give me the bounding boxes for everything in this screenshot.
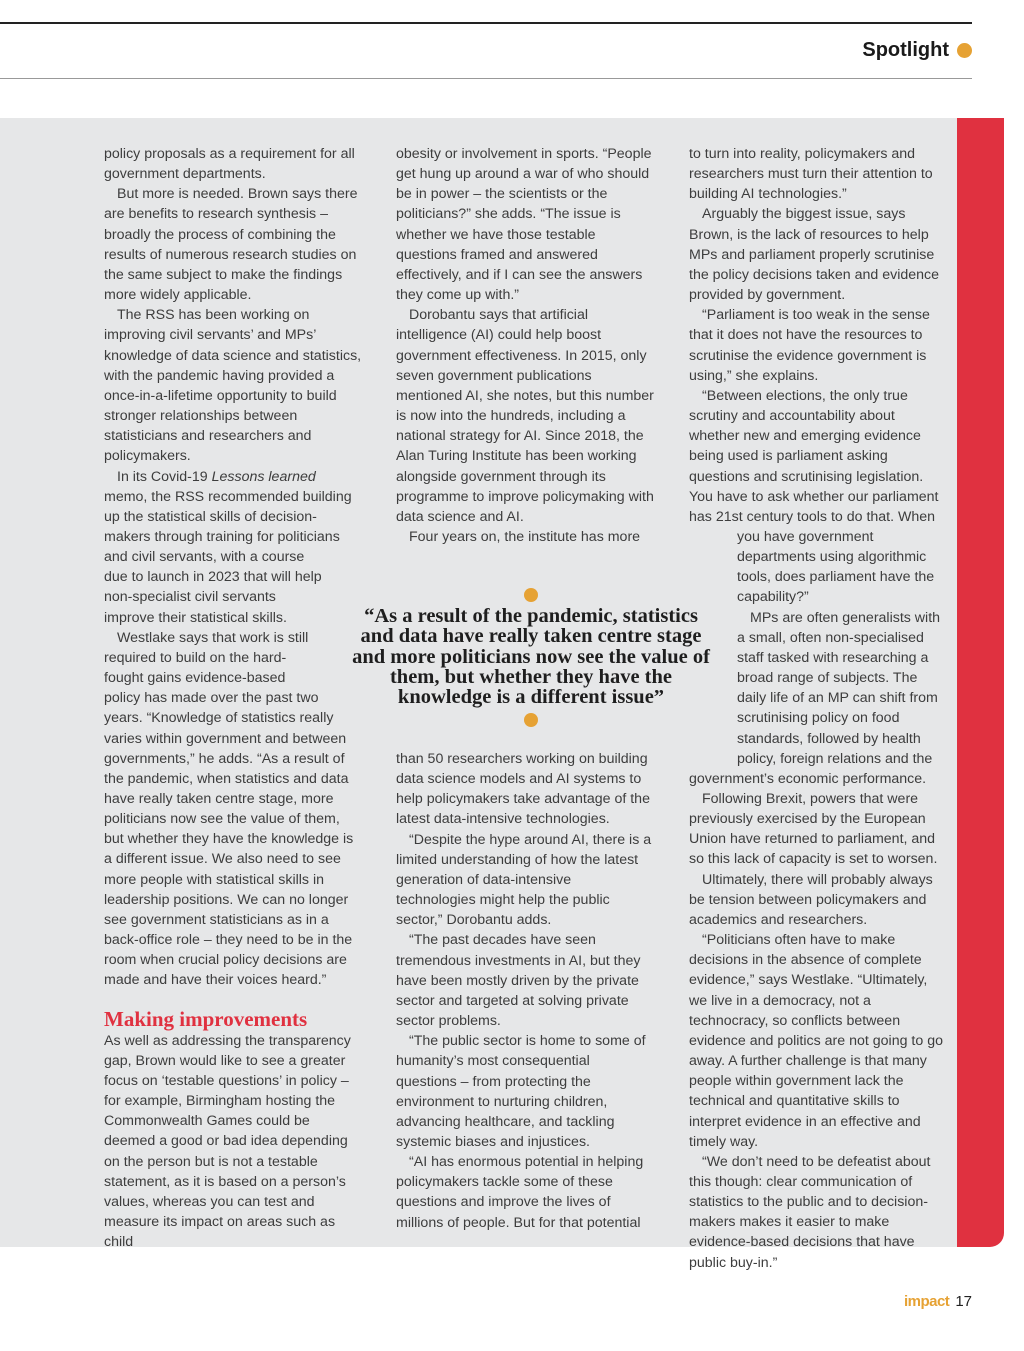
paragraph: obesity or involvement in sports. “People get hung up around a war of who should be in power – the scientists or the politicians?” she adds. “The issue is whether we have those testable questions framed and answered effectively, and if I can see the answers they come up with.” bbox=[396, 146, 652, 304]
paragraph: “The public sector is home to some of humanity’s most consequential questions – from protecting the environment to nurturing children, advancing healthcare, and tackling systemic biases and injustices. bbox=[396, 1033, 646, 1150]
paragraph: But more is needed. Brown says there are benefits to research synthesis – broadly the process of combining the results of numerous research studies on the same subject to make the findings more widely applicable. bbox=[104, 186, 358, 304]
article-column-1 bbox=[104, 144, 362, 1252]
paragraph: Arguably the biggest issue, says Brown, is the lack of resources to help MPs and parliament properly scrutinise the policy decisions taken and evidence provided by government. bbox=[689, 206, 940, 304]
dot-icon bbox=[524, 713, 538, 727]
paragraph: to turn into reality, policymakers and researchers must turn their attention to building AI technologies.” bbox=[689, 146, 933, 203]
section-label bbox=[862, 39, 972, 62]
article-column-3 bbox=[689, 144, 947, 1273]
page-footer bbox=[904, 1293, 972, 1310]
paragraph: Ultimately, there will probably always be tension between policymakers and academics and researchers. bbox=[689, 871, 933, 928]
memo-title: Lessons learned bbox=[211, 468, 316, 485]
paragraph: The RSS has been working on improving civil servants’ and MPs’ knowledge of data science and statistics, with the pandemic having provided a once-in-a-lifetime opportunity to build stronger relationships between statisticians and researchers and policymakers. bbox=[104, 307, 362, 465]
article-column-2-top bbox=[396, 144, 654, 547]
paragraph: Four years on, the institute has more bbox=[409, 528, 641, 545]
paragraph: Dorobantu says that artificial intelligence (AI) could help boost government effectiveness. In 2015, only seven government publications mentioned AI, she notes, but this number is now into the hundreds, including a national strategy for AI. Since 2018, the Alan Turing Institute has been working alongside government through its programme to improve policymaking with data science and AI. bbox=[396, 307, 654, 525]
paragraph: Westlake says that work is still required to build on the hard-fought gains evidence-based policy has made over the past two years. “Knowledge of statistics really varies within government and between governments,” he adds. “As a result of the pandemic, when statistics and data have really taken centre stage, more politicians now see the value of them, but whether they have the knowledge is a different issue. We also need to see more people with statistical skills in leadership positions. We can no longer see government statisticians as in a back-office role – they need to be in the room when crucial policy decisions are made and have their voices heard.” bbox=[104, 629, 354, 989]
header-rule bbox=[0, 78, 972, 79]
paragraph: “Between elections, the only true scrutiny and accountability about whether new and emerging evidence being used is parliament asking questions and scrutinising legislation. You have to ask whether our parliament has 21st century tools to do that. When you have government departments using algorithmic tools, does parliament have the capability?” bbox=[689, 387, 939, 606]
paragraph: policy proposals as a requirement for all government departments. bbox=[104, 146, 355, 183]
dot-icon bbox=[957, 43, 972, 58]
paragraph: MPs are often generalists with a small, often non-specialised staff tasked with researching a broad range of subjects. The daily life of an MP can shift from scrutinising policy on food standards, followed by health policy, foreign relations and the government’s economic performance. bbox=[689, 609, 941, 787]
top-rule bbox=[0, 22, 972, 24]
paragraph: “AI has enormous potential in helping policymakers tackle some of these questions and improve the lives of millions of people. But for that potential bbox=[396, 1154, 644, 1231]
dot-icon bbox=[524, 588, 538, 602]
paragraph: “Despite the hype around AI, there is a limited understanding of how the latest generation of data-intensive technologies might help the public sector,” Dorobantu adds. bbox=[396, 831, 652, 929]
paragraph: “We don’t need to be defeatist about this though: clear communication of statistics to the public and to decision-makers makes it easier to make evidence-based decisions that have public buy-in.” bbox=[689, 1153, 931, 1271]
text: In its Covid-19 bbox=[117, 468, 212, 485]
paragraph: Following Brexit, powers that were previously exercised by the European Union have returned to parliament, and so this lack of capacity is set to worsen. bbox=[689, 791, 938, 868]
paragraph: “Politicians often have to make decisions in the absence of complete evidence,” says Westlake. “Ultimately, we live in a democracy, not a technocracy, so conflicts between evidence and politics are not going to go away. A further challenge is that many people within government lack the technical and quantitative skills to interpret evidence in an effective and timely way. bbox=[689, 932, 943, 1150]
paragraph: “Parliament is too weak in the sense that it does not have the resources to scrutinise the evidence government is using,” she explains. bbox=[689, 307, 930, 384]
text: memo, the RSS recommended building up the statistical skills of decision-makers through training for politicians and civil servants, with a course due to launch in 2023 that will help non-specialist civil servants improve their statistical skills. bbox=[104, 488, 352, 626]
pull-quote bbox=[352, 588, 710, 727]
paragraph: than 50 researchers working on building data science models and AI systems to help policymakers take advantage of the latest data-intensive technologies. bbox=[396, 751, 650, 828]
paragraph: As well as addressing the transparency gap, Brown would like to see a greater focus on ‘testable questions’ in policy – for example, Birmingham hosting the Commonwealth Games could be deemed a good or bad idea depending on the person but is not a testable statement, as it is based on a person’s values, whereas you can test and measure its impact on areas such as child bbox=[104, 1032, 351, 1251]
pull-quote-text: “As a result of the pandemic, statistics and data have really taken centre stage and more politicians now see the value of them, but whether they have the knowledge is a different issue” bbox=[352, 605, 710, 709]
subheading: Making improvements bbox=[104, 1006, 308, 1031]
article-column-2-bottom bbox=[396, 749, 654, 1233]
paragraph: “The past decades have seen tremendous investments in AI, but they have been mostly driven by the private sector and targeted at solving private sector problems. bbox=[396, 932, 641, 1030]
magazine-logo: impact bbox=[903, 1293, 950, 1310]
page-number: 17 bbox=[955, 1293, 972, 1310]
section-title: Spotlight bbox=[862, 39, 949, 61]
side-accent-bar bbox=[957, 118, 1004, 1247]
